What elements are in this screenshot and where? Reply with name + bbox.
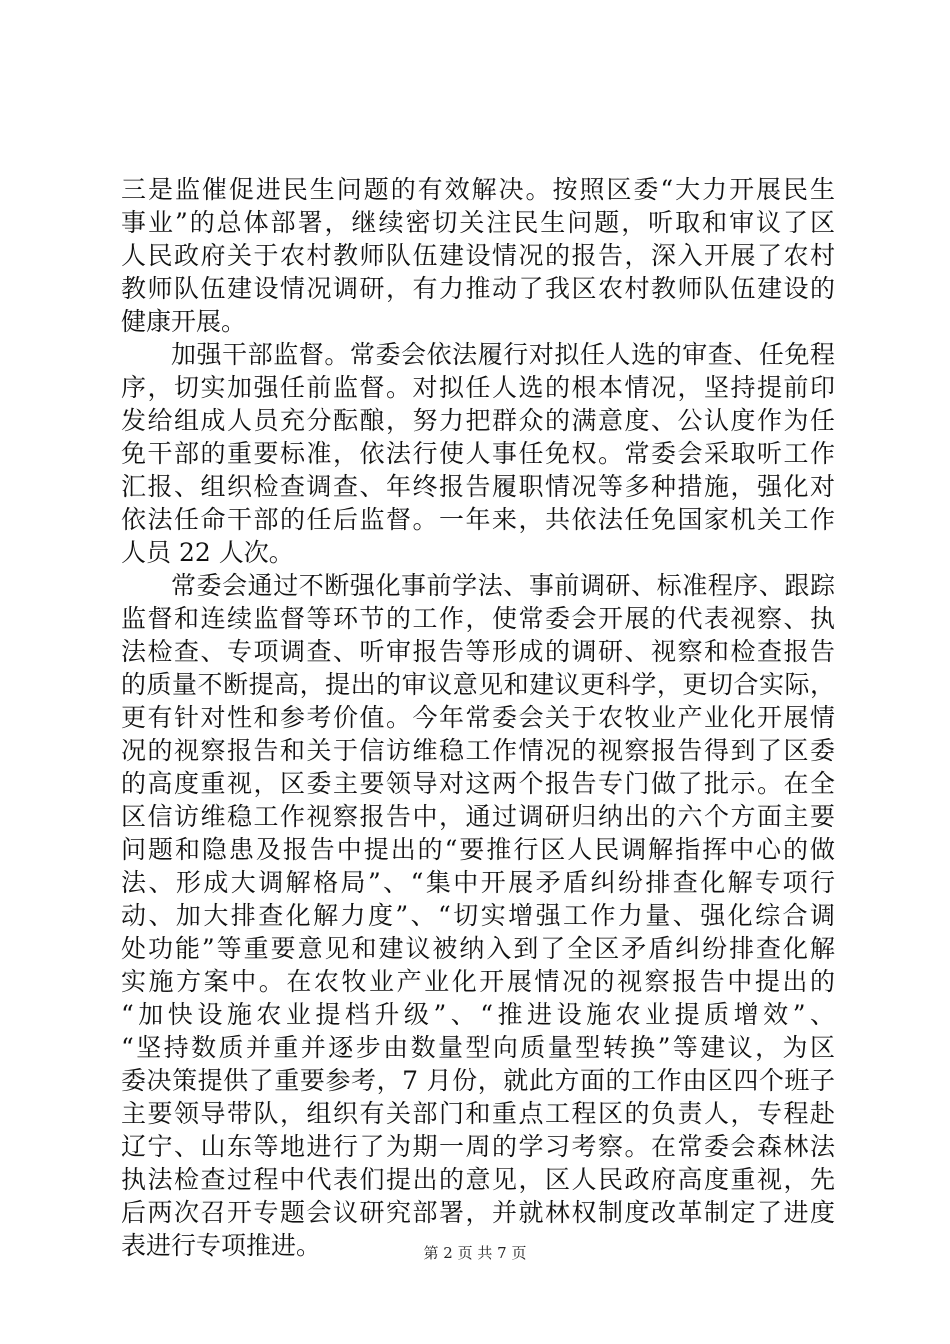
text-line: 事业”的总体部署，继续密切关注民生问题，听取和审议了区: [121, 208, 835, 237]
text-line: 表进行专项推进。: [121, 1231, 322, 1260]
text-line: 的质量不断提高，提出的审议意见和建议更科学，更切合实际，: [121, 670, 835, 699]
text-line: 健康开展。: [121, 307, 247, 336]
text-line: 更有针对性和参考价值。今年常委会关于农牧业产业化开展情: [121, 703, 835, 732]
text-line: 主要领导带队，组织有关部门和重点工程区的负责人，专程赴: [121, 1099, 835, 1128]
text-line: 依法任命干部的任后监督。一年来，共依法任免国家机关工作: [121, 505, 835, 534]
text-line: 汇报、组织检查调查、年终报告履职情况等多种措施，强化对: [121, 472, 835, 501]
text-line: 动、加大排查化解力度”、“切实增强工作力量、强化综合调: [121, 901, 835, 930]
text-line: 监督和连续监督等环节的工作，使常委会开展的代表视察、执: [121, 604, 835, 633]
text-line: 的高度重视，区委主要领导对这两个报告专门做了批示。在全: [121, 769, 835, 798]
text-line: 加强干部监督。常委会依法履行对拟任人选的审查、任免程: [171, 340, 835, 369]
text-line: 执法检查过程中代表们提出的意见，区人民政府高度重视，先: [121, 1165, 835, 1194]
text-line: 教师队伍建设情况调研，有力推动了我区农村教师队伍建设的: [121, 274, 835, 303]
text-line: 委决策提供了重要参考，7 月份，就此方面的工作由区四个班子: [121, 1066, 835, 1095]
text-line: 问题和隐患及报告中提出的“要推行区人民调解指挥中心的做: [121, 835, 835, 864]
text-line: “坚持数质并重并逐步由数量型向质量型转换”等建议，为区: [121, 1033, 835, 1062]
text-line: 辽宁、山东等地进行了为期一周的学习考察。在常委会森林法: [121, 1132, 835, 1161]
text-line: 常委会通过不断强化事前学法、事前调研、标准程序、跟踪: [171, 571, 835, 600]
text-line: 人民政府关于农村教师队伍建设情况的报告，深入开展了农村: [121, 241, 835, 270]
text-line: 处功能”等重要意见和建议被纳入到了全区矛盾纠纷排查化解: [121, 934, 835, 963]
text-line: 免干部的重要标准，依法行使人事任免权。常委会采取听工作: [121, 439, 835, 468]
text-line: 后两次召开专题会议研究部署，并就林权制度改革制定了进度: [121, 1198, 835, 1227]
text-line: 实施方案中。在农牧业产业化开展情况的视察报告中提出的: [121, 967, 835, 996]
text-line: 三是监催促进民生问题的有效解决。按照区委“大力开展民生: [121, 175, 835, 204]
text-line: 况的视察报告和关于信访维稳工作情况的视察报告得到了区委: [121, 736, 835, 765]
text-line: 人员 22 人次。: [121, 538, 294, 567]
text-line: 区信访维稳工作视察报告中，通过调研归纳出的六个方面主要: [121, 802, 835, 831]
text-line: 法检查、专项调查、听审报告等形成的调研、视察和检查报告: [121, 637, 835, 666]
page-footer: 第 2 页 共 7 页: [423, 1244, 527, 1262]
text-line: 序，切实加强任前监督。对拟任人选的根本情况，坚持提前印: [121, 373, 835, 402]
text-line: 法、形成大调解格局”、“集中开展矛盾纠纷排查化解专项行: [121, 868, 835, 897]
text-line: “加快设施农业提档升级”、“推进设施农业提质增效”、: [121, 1000, 835, 1029]
document-body: [121, 173, 835, 1262]
text-line: 发给组成人员充分酝酿，努力把群众的满意度、公认度作为任: [121, 406, 835, 435]
